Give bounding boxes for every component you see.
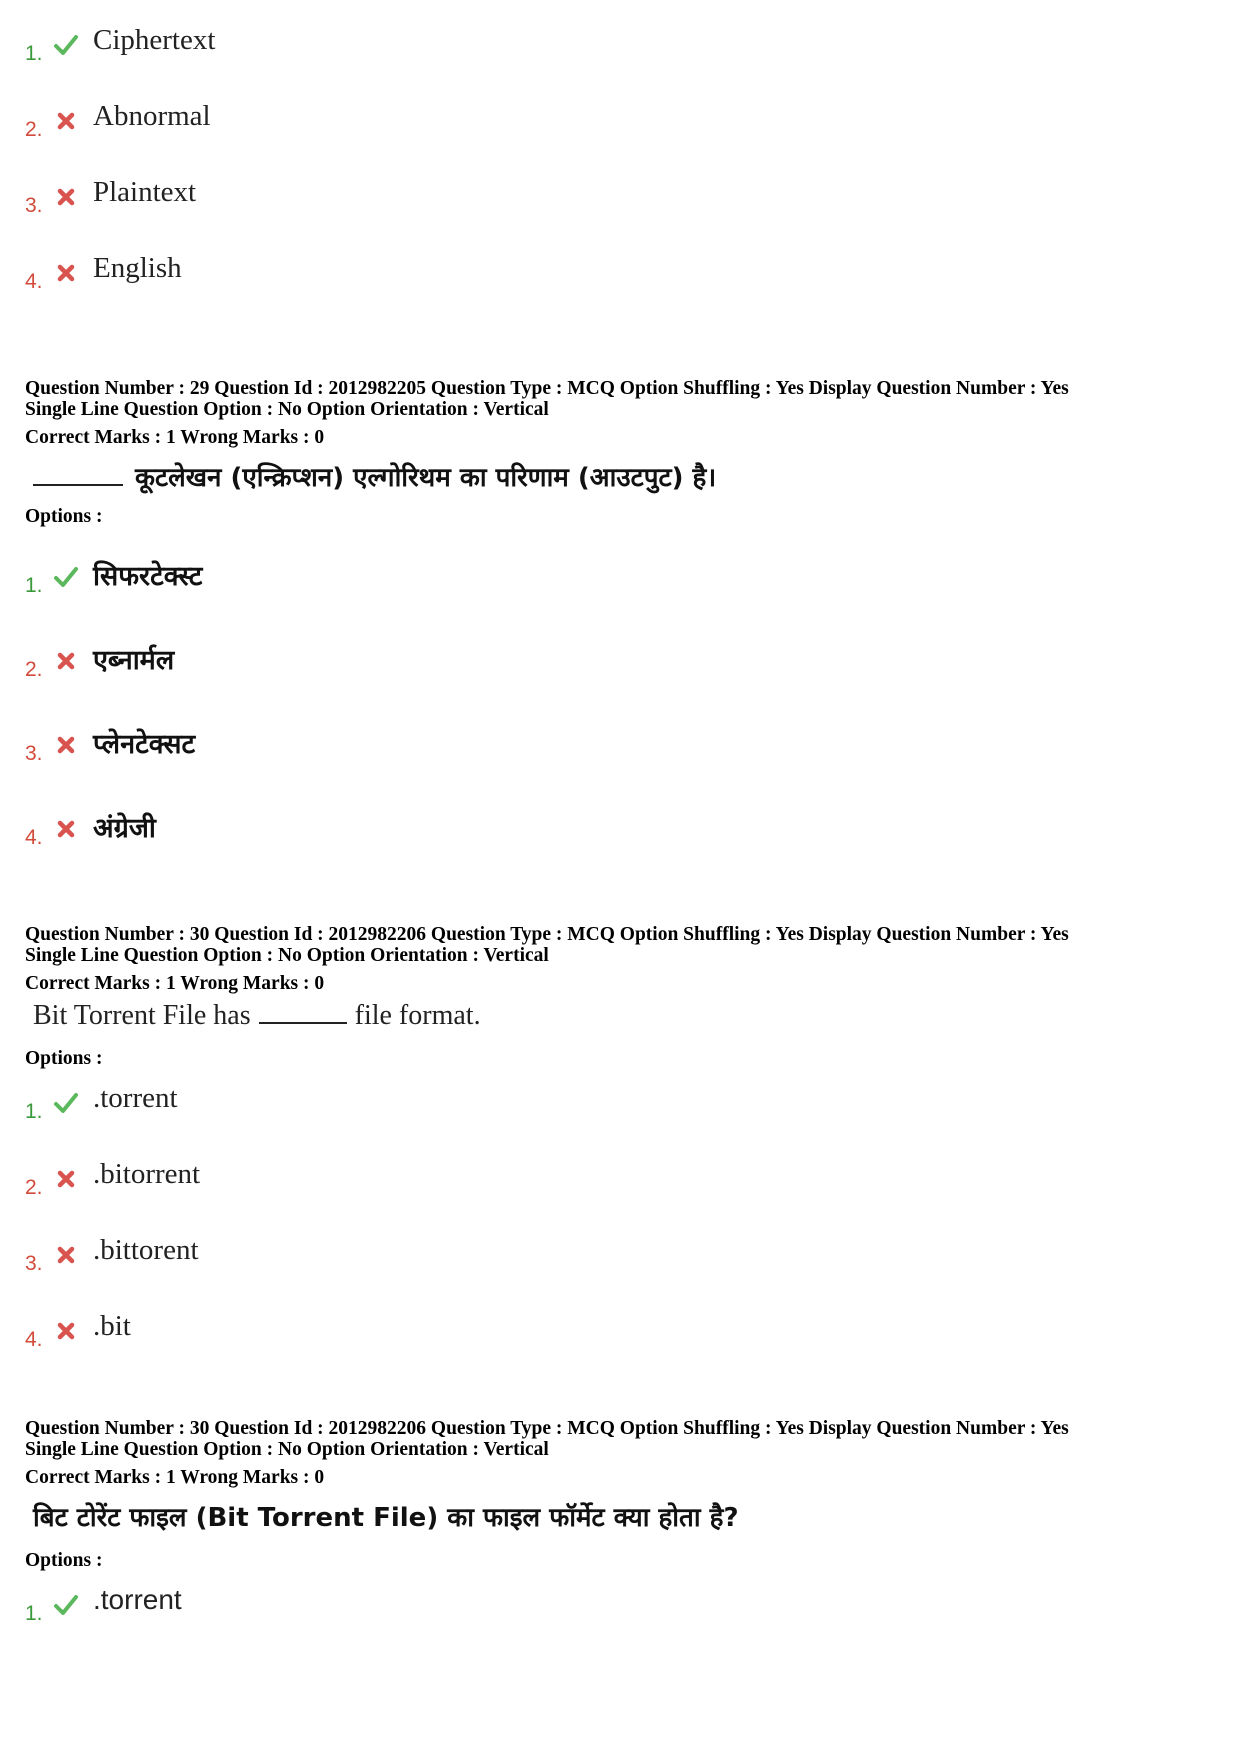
option-number: 2. — [25, 1176, 43, 1199]
option-text: English — [93, 252, 182, 284]
option-text: अंग्रेजी — [93, 813, 156, 844]
option-2 — [25, 640, 1225, 724]
cross-icon — [53, 1318, 79, 1344]
check-icon — [53, 564, 79, 590]
option-number: 4. — [25, 826, 43, 849]
option-text: .bittorent — [93, 1234, 199, 1266]
options-label: Options : — [25, 1048, 103, 1069]
cross-icon — [53, 1242, 79, 1268]
question-30 — [25, 924, 1225, 1070]
option-number: 2. — [25, 118, 43, 141]
q28-options — [25, 24, 1225, 328]
option-text: एब्नार्मल — [93, 645, 175, 676]
q29-options — [25, 556, 1225, 892]
cross-icon — [53, 816, 79, 842]
question-part-2: file format. — [354, 1000, 481, 1031]
cross-icon — [53, 1166, 79, 1192]
option-text: .torrent — [93, 1584, 182, 1615]
cross-icon — [53, 184, 79, 210]
cross-icon — [53, 732, 79, 758]
check-icon — [53, 1090, 79, 1116]
option-text: Ciphertext — [93, 24, 216, 56]
question-part-1: Bit Torrent File has — [33, 1000, 251, 1031]
question-text — [33, 1000, 1225, 1032]
option-1 — [25, 1584, 1225, 1644]
option-text: सिफरटेक्स्ट — [93, 561, 203, 592]
option-number: 1. — [25, 1100, 43, 1123]
option-1 — [25, 24, 1225, 100]
check-icon — [53, 32, 79, 58]
question-meta: Question Number : 30 Question Id : 2012982206 Question Type : MCQ Option Shuffling : Yes Display Question Number : Yes — [25, 924, 1069, 945]
question-text — [25, 458, 1225, 494]
cross-icon — [53, 108, 79, 134]
cross-icon — [53, 260, 79, 286]
option-number: 2. — [25, 658, 43, 681]
option-number: 1. — [25, 1602, 43, 1625]
option-1 — [25, 1082, 1225, 1158]
question-body: कूटलेखन (एन्क्रिप्शन) एल्गोरिथम का परिणाम (आउटपुट) है। — [135, 463, 717, 493]
answer-blank — [259, 1022, 347, 1024]
question-marks: Correct Marks : 1 Wrong Marks : 0 — [25, 427, 325, 448]
option-text: Abnormal — [93, 100, 211, 132]
question-30-hindi — [25, 1418, 1225, 1572]
cross-icon — [53, 648, 79, 674]
question-29 — [25, 378, 1225, 528]
question-meta: Question Number : 30 Question Id : 2012982206 Question Type : MCQ Option Shuffling : Yes Display Question Number : Yes — [25, 1418, 1069, 1439]
option-text: प्लेनटेक्सट — [93, 729, 196, 760]
option-number: 4. — [25, 1328, 43, 1351]
option-3 — [25, 724, 1225, 808]
q30-options — [25, 1082, 1225, 1386]
option-2 — [25, 100, 1225, 176]
options-label: Options : — [25, 506, 103, 527]
option-text: Plaintext — [93, 176, 197, 208]
question-marks: Correct Marks : 1 Wrong Marks : 0 — [25, 973, 325, 994]
option-4 — [25, 252, 1225, 328]
option-text: .bitorrent — [93, 1158, 201, 1190]
question-meta-options: Single Line Question Option : No Option Orientation : Vertical — [25, 399, 549, 420]
option-3 — [25, 176, 1225, 252]
option-number: 3. — [25, 194, 43, 217]
question-meta-options: Single Line Question Option : No Option Orientation : Vertical — [25, 1439, 549, 1460]
option-3 — [25, 1234, 1225, 1310]
option-text: .bit — [93, 1310, 131, 1342]
option-number: 1. — [25, 574, 43, 597]
question-marks: Correct Marks : 1 Wrong Marks : 0 — [25, 1467, 325, 1488]
options-label: Options : — [25, 1550, 103, 1571]
option-2 — [25, 1158, 1225, 1234]
option-text: .torrent — [93, 1082, 178, 1114]
option-number: 4. — [25, 270, 43, 293]
option-number: 3. — [25, 742, 43, 765]
option-number: 1. — [25, 42, 43, 65]
question-meta-options: Single Line Question Option : No Option Orientation : Vertical — [25, 945, 549, 966]
option-1 — [25, 556, 1225, 640]
option-4 — [25, 1310, 1225, 1386]
option-number: 3. — [25, 1252, 43, 1275]
option-4 — [25, 808, 1225, 892]
answer-blank — [33, 484, 123, 486]
question-text: बिट टोरेंट फाइल (Bit Torrent File) का फाइल फॉर्मेट क्या होता है? — [33, 1503, 739, 1533]
question-meta: Question Number : 29 Question Id : 2012982205 Question Type : MCQ Option Shuffling : Yes Display Question Number : Yes — [25, 378, 1069, 399]
check-icon — [53, 1592, 79, 1618]
q30-hindi-options — [25, 1584, 1225, 1644]
